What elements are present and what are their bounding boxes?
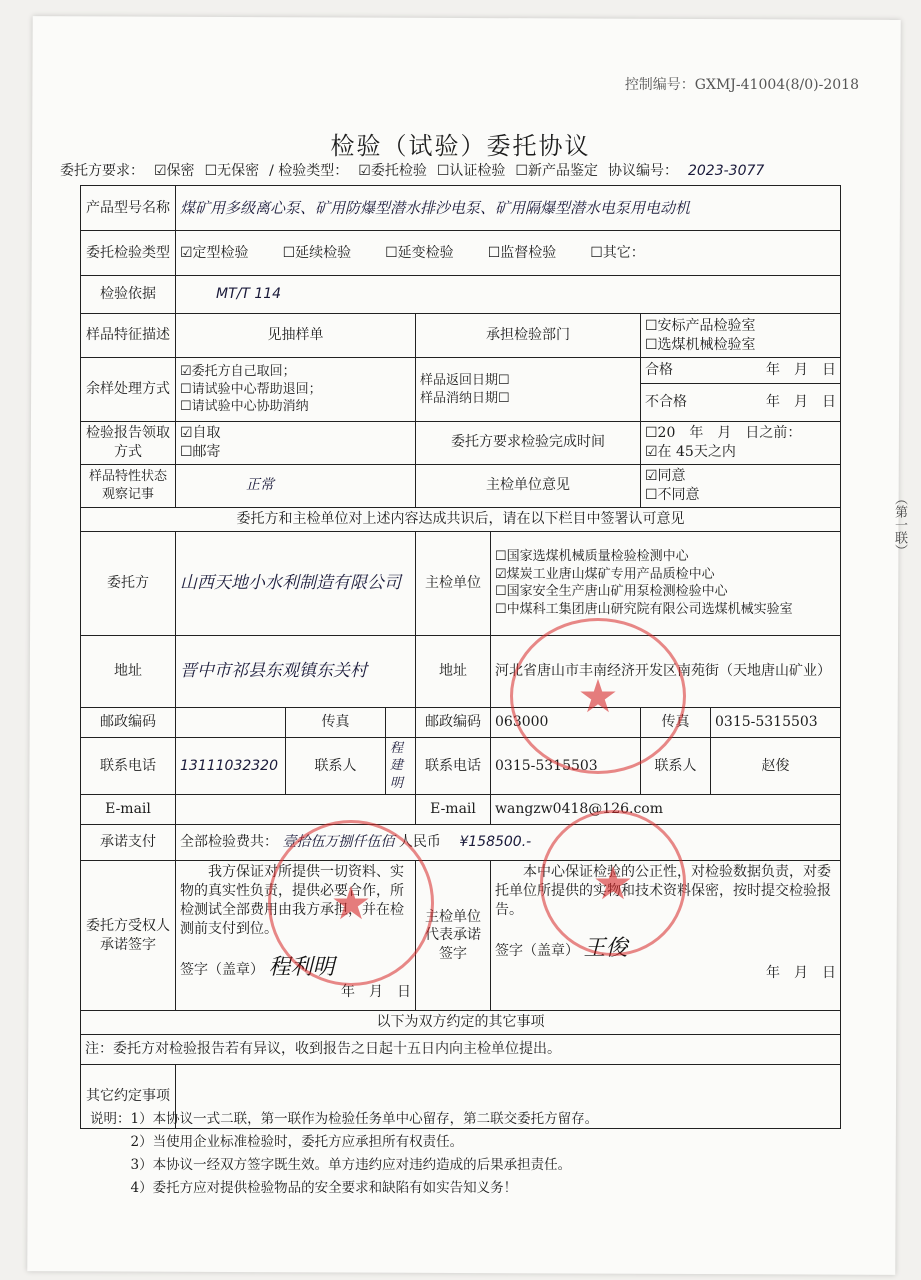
finish-opt2: ☑在 45天之内 <box>645 443 736 460</box>
sign-label: 签字（盖章） <box>180 961 264 978</box>
unit-options <box>491 531 841 635</box>
basis-label: 检验依据 <box>81 276 176 314</box>
rep-label: 主检单位代表承诺签字 <box>416 861 491 1011</box>
row-other-header <box>81 1011 841 1035</box>
report-options <box>176 422 416 465</box>
type-label: / 检验类型： <box>269 163 349 179</box>
report-label: 检验报告领取方式 <box>81 422 176 465</box>
row-postcode <box>81 707 841 737</box>
contact-label2: 联系人 <box>641 737 711 795</box>
unit-opt2: ☑煤炭工业唐山煤矿专用产品质检中心 <box>495 566 715 582</box>
opinion-label: 主检单位意见 <box>416 464 641 507</box>
leftover-opt2: ☐请试验中心帮助退回； <box>180 381 322 397</box>
unqualified-cell <box>641 384 841 422</box>
report-opt2: ☐邮寄 <box>180 443 221 460</box>
promise-label: 委托方受权人承诺签字 <box>81 861 176 1011</box>
dispose-date: 样品消纳日期☐ <box>420 390 510 406</box>
row-client <box>81 531 841 635</box>
leftover-opt1: ☑委托方自己取回； <box>180 364 296 380</box>
email-label: E-mail <box>81 795 176 825</box>
rep-text: 本中心保证检验的公正性，对检验数据负责，对委托单位所提供的实物和技术资料保密，按时提交检验报告。 <box>495 864 831 919</box>
return-date: 样品返回日期☐ <box>420 372 510 388</box>
row-note <box>81 1035 841 1065</box>
row-sample-desc <box>81 314 841 358</box>
row-leftover-1 <box>81 358 841 384</box>
postcode-label2: 邮政编码 <box>416 707 491 737</box>
leftover-label: 余样处理方式 <box>81 358 176 422</box>
row-inspect-type <box>81 231 841 276</box>
row-report <box>81 422 841 465</box>
note-item: 4）委托方应对提供检验物品的安全要求和缺陷有如实告知义务！ <box>90 1180 518 1196</box>
sample-dates <box>416 358 641 422</box>
address-label2: 地址 <box>416 635 491 707</box>
agreement-table <box>80 185 841 1129</box>
client-seal-stamp: ★ <box>268 820 434 986</box>
phone-label: 联系电话 <box>81 737 176 795</box>
fax-label2: 传真 <box>641 707 711 737</box>
unit-phone: 0315-5315503 <box>491 737 641 795</box>
inspect-opt: ☐其它： <box>590 244 645 261</box>
unit-address: 河北省唐山市丰南经济开发区南苑街（天地唐山矿业） <box>491 635 841 707</box>
client-fax <box>386 707 416 737</box>
rep-sign-line <box>495 934 836 964</box>
inspect-opt: ☐延变检验 <box>385 244 454 261</box>
email-label2: E-mail <box>416 795 491 825</box>
pay-cell <box>176 825 841 861</box>
inspect-type-label: 委托检验类型 <box>81 231 176 276</box>
sign-label2: 签字（盖章） <box>495 943 579 960</box>
product-label: 产品型号名称 <box>81 186 176 231</box>
client-address: 晋中市祁县东观镇东关村 <box>176 635 416 707</box>
pay-handwritten: 壹拾伍万捌仟伍佰 <box>282 834 395 851</box>
obs-value: 正常 <box>176 464 416 507</box>
note-line: 注：委托方对检验报告若有异议，收到报告之日起十五日内向主检单位提出。 <box>81 1035 841 1065</box>
unit-opt4: ☐中煤科工集团唐山研究院有限公司选煤机械实验室 <box>495 601 793 617</box>
client-value: 山西天地小水利制造有限公司 <box>176 531 416 635</box>
inspect-opt: ☑定型检验 <box>180 244 249 261</box>
client-phone: 13111032320 <box>176 737 286 795</box>
other-label: 其它约定事项 <box>81 1065 176 1129</box>
phone-label2: 联系电话 <box>416 737 491 795</box>
opinion-opt2: ☐不同意 <box>645 486 700 503</box>
client-label: 委托方 <box>81 531 176 635</box>
client-sign-date: 年 月 日 <box>341 983 411 1000</box>
main-unit-label: 主检单位 <box>416 531 491 635</box>
promise-text: 我方保证对所提供一切资料、实物的真实性负责，提供必要合作，所检测试全部费用由我方承担，并在检测前支付到位。 <box>180 864 404 938</box>
finish-options <box>641 422 841 465</box>
leftover-opt3: ☐请试验中心协助消纳 <box>180 399 309 415</box>
row-basis <box>81 276 841 314</box>
rep-seal-stamp: ★ <box>540 810 686 956</box>
row-product <box>81 186 841 231</box>
copy-mark: （第一联） <box>892 492 907 557</box>
row-observation <box>81 464 841 507</box>
notes <box>90 1108 598 1200</box>
client-contact: 程建明 <box>386 737 416 795</box>
unit-fax: 0315-5315503 <box>711 707 841 737</box>
report-opt1: ☑自取 <box>180 425 221 441</box>
pay-rmb: 人民币 <box>398 834 441 851</box>
sample-desc-value: 见抽样单 <box>176 314 416 358</box>
page-title: 检验（试验）委托协议 <box>330 132 591 160</box>
sample-desc-label: 样品特征描述 <box>81 314 176 358</box>
opinion-options <box>641 464 841 507</box>
inspect-type-options <box>176 231 841 276</box>
unqualified-label: 不合格 <box>645 394 687 411</box>
opt-nosecret: ☐无保密 <box>204 163 260 179</box>
row-address <box>81 635 841 707</box>
agreement-no: 2023-3077 <box>687 163 765 179</box>
note-item: 3）本协议一经双方签字既生效。单方违约应对违约造成的后果承担责任。 <box>90 1157 572 1173</box>
product-value: 煤矿用多级离心泵、矿用防爆型潜水排沙电泵、矿用隔爆型潜水电泵用电动机 <box>176 186 841 231</box>
row-promise <box>81 861 841 1011</box>
postcode-label: 邮政编码 <box>81 707 176 737</box>
dept-opt1: ☐安标产品检验室 <box>645 317 756 334</box>
qualified-date: 年 月 日 <box>766 362 837 379</box>
unit-email: wangzw0418@126.com <box>491 795 841 825</box>
unit-postcode: 063000 <box>491 707 641 737</box>
pay-amount: ¥158500.- <box>459 834 532 851</box>
obs-label: 样品特性状态观察记事 <box>81 464 176 507</box>
address-label: 地址 <box>81 635 176 707</box>
pay-text: 全部检验费共： <box>180 834 278 851</box>
note-item: 2）当使用企业标准检验时，委托方应承担所有权责任。 <box>90 1134 464 1150</box>
basis-value: MT/T 114 <box>176 276 841 314</box>
opt-cert: ☐认证检验 <box>436 163 506 179</box>
unqualified-date: 年 月 日 <box>766 394 837 411</box>
inspect-opt: ☐监督检验 <box>487 244 557 261</box>
opt-secret: ☑保密 <box>154 163 195 179</box>
requirement-line <box>60 160 881 180</box>
row-email <box>81 795 841 825</box>
unit-opt1: ☐国家选煤机械质量检验检测中心 <box>495 549 689 565</box>
opt-entrust: ☑委托检验 <box>358 163 427 179</box>
row-consensus <box>81 507 841 531</box>
opt-newprod: ☐新产品鉴定 <box>515 163 598 179</box>
client-email <box>176 795 416 825</box>
leftover-options <box>176 358 416 422</box>
other-header: 以下为双方约定的其它事项 <box>81 1011 841 1035</box>
rep-signature: 王俊 <box>583 936 628 962</box>
agreement-no-label: 协议编号： <box>607 163 678 179</box>
unit-opt3: ☐国家安全生产唐山矿用泵检测检验中心 <box>495 584 728 600</box>
fax-label: 传真 <box>286 707 386 737</box>
client-signature: 程利明 <box>268 954 335 980</box>
row-payment <box>81 825 841 861</box>
row-phone <box>81 737 841 795</box>
consensus-text: 委托方和主检单位对上述内容达成共识后，请在以下栏目中签署认可意见 <box>81 507 841 531</box>
dept-options <box>641 314 841 358</box>
qualified-label: 合格 <box>645 362 673 379</box>
rep-sign-date: 年 月 日 <box>766 964 837 981</box>
inspect-opt: ☐延续检验 <box>282 244 352 261</box>
unit-contact: 赵俊 <box>711 737 841 795</box>
requirement-label: 委托方要求： <box>60 163 144 179</box>
opinion-opt1: ☑同意 <box>645 467 686 484</box>
dept-label: 承担检验部门 <box>416 314 641 358</box>
center-seal-stamp: ★ <box>510 618 686 774</box>
finish-opt1: ☐20 年 月 日之前： <box>645 425 802 441</box>
control-number: 控制编号：GXMJ-41004(8/0)-2018 <box>624 77 859 93</box>
finish-req-label: 委托方要求检验完成时间 <box>416 422 641 465</box>
contact-label: 联系人 <box>286 737 386 795</box>
client-postcode <box>176 707 286 737</box>
dept-opt2: ☐选煤机械检验室 <box>645 336 756 353</box>
note-item: 说明：1）本协议一式二联，第一联作为检验任务单中心留存，第二联交委托方留存。 <box>90 1111 599 1127</box>
qualified-cell <box>641 358 841 384</box>
pay-label: 承诺支付 <box>81 825 176 861</box>
